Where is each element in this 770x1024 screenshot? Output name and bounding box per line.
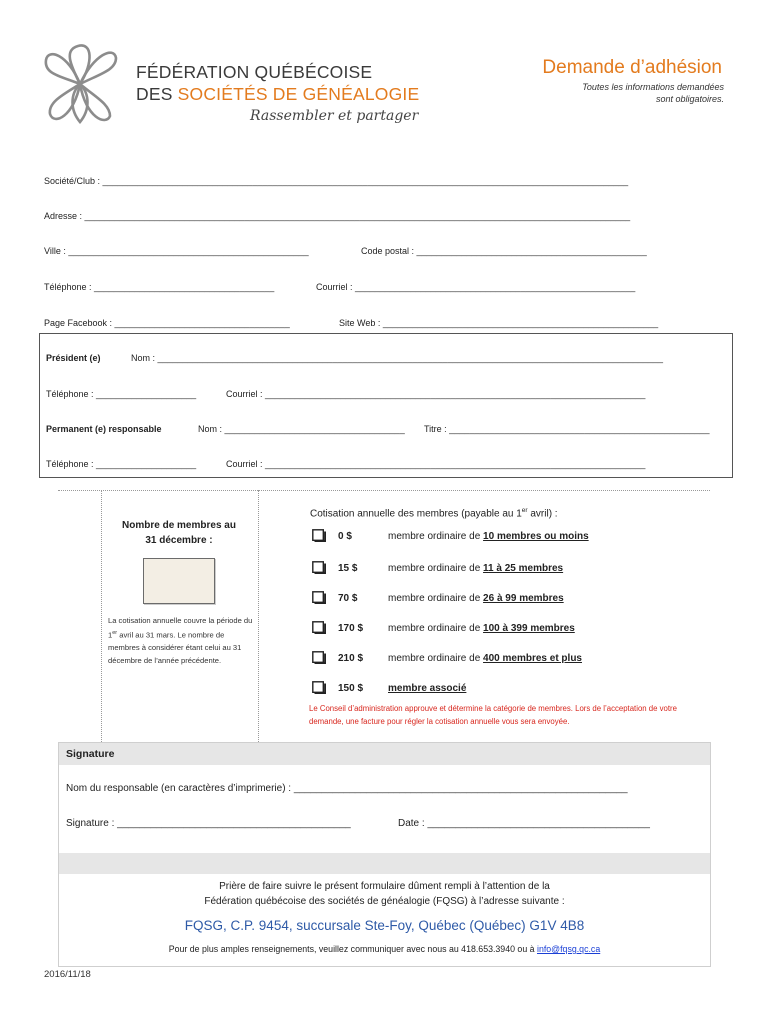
checkbox-icon[interactable] [312,529,326,542]
mailing-address: FQSG, C.P. 9454, succursale Ste-Foy, Québec (Québec) G1V 4B8 [184,918,585,933]
footer-instruction-line2: Fédération québécoise des sociétés de généalogie (FQSG) à l’adresse suivante : [204,896,565,907]
societe-field[interactable]: Société/Club : _________________________________________________________________________________________________________ [44,176,629,186]
cotisation-title-a: Cotisation annuelle des membres (payable au 1 [310,508,522,520]
tier-description [388,683,466,694]
contact-prefix: Pour de plus amples renseignements, veuillez communiquer avec nous au 418.653.3940 ou à [168,944,537,954]
cotisation-title-sup: er [521,507,528,514]
org-name-prefix: DES [136,84,178,104]
permanent-titre-field[interactable]: Titre : ____________________________________________________ [424,424,710,434]
facebook-field[interactable]: Page Facebook : ___________________________________ [44,318,290,328]
members-title-line2: 31 décembre : [145,535,213,546]
tier-desc-text: membre ordinaire de [388,531,484,542]
board-approval-note: Le Conseil d’administration approuve et détermine la catégorie de membres. Lors de l’acceptation de votre demande, une facture pour régler la cotisation annuelle vous sera envoyée. [309,704,677,726]
signature-spacer-band [59,853,710,874]
checkbox-icon[interactable] [312,621,326,634]
tier-description [388,593,564,604]
tier-amount: 0 $ [338,531,352,542]
org-name-line1: FÉDÉRATION QUÉBÉCOISE [136,62,373,82]
permanent-nom-field[interactable]: Nom : ____________________________________ [198,424,405,434]
tier-amount: 150 $ [338,683,364,694]
president-telephone-field[interactable]: Téléphone : ____________________ [46,389,197,399]
signature-header [59,743,710,765]
permanent-label-text: Permanent (e) responsable [46,424,162,434]
members-note-sup: er [112,630,118,637]
members-note [108,615,258,667]
president-nom-field[interactable]: Nom : _____________________________________________________________________________________________________ [131,353,664,363]
tier-amount: 15 $ [338,563,358,574]
members-title [103,518,255,548]
site-web-field[interactable]: Site Web : _______________________________________________________ [339,318,659,328]
president-label [46,353,101,363]
org-name-line2 [136,84,419,105]
signature-field[interactable]: Signature : __________________________________________ [66,818,351,829]
cotisation-title [310,507,558,519]
footer-instruction-line1: Prière de faire suivre le présent formulaire dûment rempli à l’attention de la [219,881,550,892]
members-note-b: avril au 31 mars. Le nombre de membres à considérer étant celui au 31 décembre de l’année précédente. [108,630,242,665]
members-count-input[interactable] [143,558,215,604]
permanent-telephone-field[interactable]: Téléphone : ____________________ [46,459,197,469]
checkbox-icon[interactable] [312,561,326,574]
tier-desc-emph: 400 membres et plus [483,653,582,664]
checkbox-icon[interactable] [312,651,326,664]
tier-amount: 70 $ [338,593,358,604]
required-note [504,81,724,105]
telephone-field[interactable]: Téléphone : ____________________________________ [44,282,275,292]
form-title: Demande d’adhésion [542,57,722,78]
tier-desc-emph: 100 à 399 membres [483,623,575,634]
checkbox-icon[interactable] [312,591,326,604]
tier-desc-emph: 11 à 25 membres [483,563,564,574]
permanent-label [46,424,162,434]
org-tagline: Rassembler et partager [250,108,419,124]
tier-description [388,531,589,542]
tier-description [388,653,582,664]
tier-description [388,623,575,634]
nom-responsable-field[interactable]: Nom du responsable (en caractères d’imprimerie) : ____________________________________________________________ [66,783,628,794]
members-divider-left [101,490,102,742]
email-link[interactable]: info@fqsg.qc.ca [537,944,601,954]
tier-desc-text: membre ordinaire de [388,563,484,574]
tier-desc-emph: 10 membres ou moins [483,531,589,542]
fqsg-logo-icon [40,40,120,126]
tier-desc-emph: membre associé [388,683,467,694]
date-field[interactable]: Date : ________________________________________ [398,818,650,829]
required-note-line1: Toutes les informations demandées [582,82,724,92]
members-note-a: La cotisation annuelle couvre la période du 1 [108,616,253,640]
contact-line [58,944,711,954]
tier-description [388,563,563,574]
president-label-text: Président (e) [46,353,101,363]
section-divider [58,490,710,491]
adresse-field[interactable]: Adresse : _____________________________________________________________________________________________________________ [44,211,631,221]
tier-desc-text: membre ordinaire de [388,593,484,604]
members-divider-right [258,490,259,742]
tier-desc-emph: 26 à 99 membres [483,593,564,604]
org-name-highlight: SOCIÉTÉS DE GÉNÉALOGIE [177,84,420,104]
permanent-courriel-field[interactable]: Courriel : ____________________________________________________________________________ [226,459,646,469]
cotisation-title-b: avril) : [527,508,558,520]
president-courriel-field[interactable]: Courriel : ____________________________________________________________________________ [226,389,646,399]
checkbox-icon[interactable] [312,681,326,694]
tier-desc-text: membre ordinaire de [388,623,484,634]
tier-desc-text: membre ordinaire de [388,653,484,664]
courriel-field[interactable]: Courriel : ________________________________________________________ [316,282,636,292]
tier-amount: 210 $ [338,653,364,664]
document-date: 2016/11/18 [44,969,91,980]
code-postal-field[interactable]: Code postal : ______________________________________________ [361,246,647,256]
ville-field[interactable]: Ville : ________________________________________________ [44,246,309,256]
required-note-line2: sont obligatoires. [655,94,724,104]
members-title-line1: Nombre de membres au [122,520,236,531]
signature-heading: Signature [66,748,115,760]
tier-amount: 170 $ [338,623,364,634]
